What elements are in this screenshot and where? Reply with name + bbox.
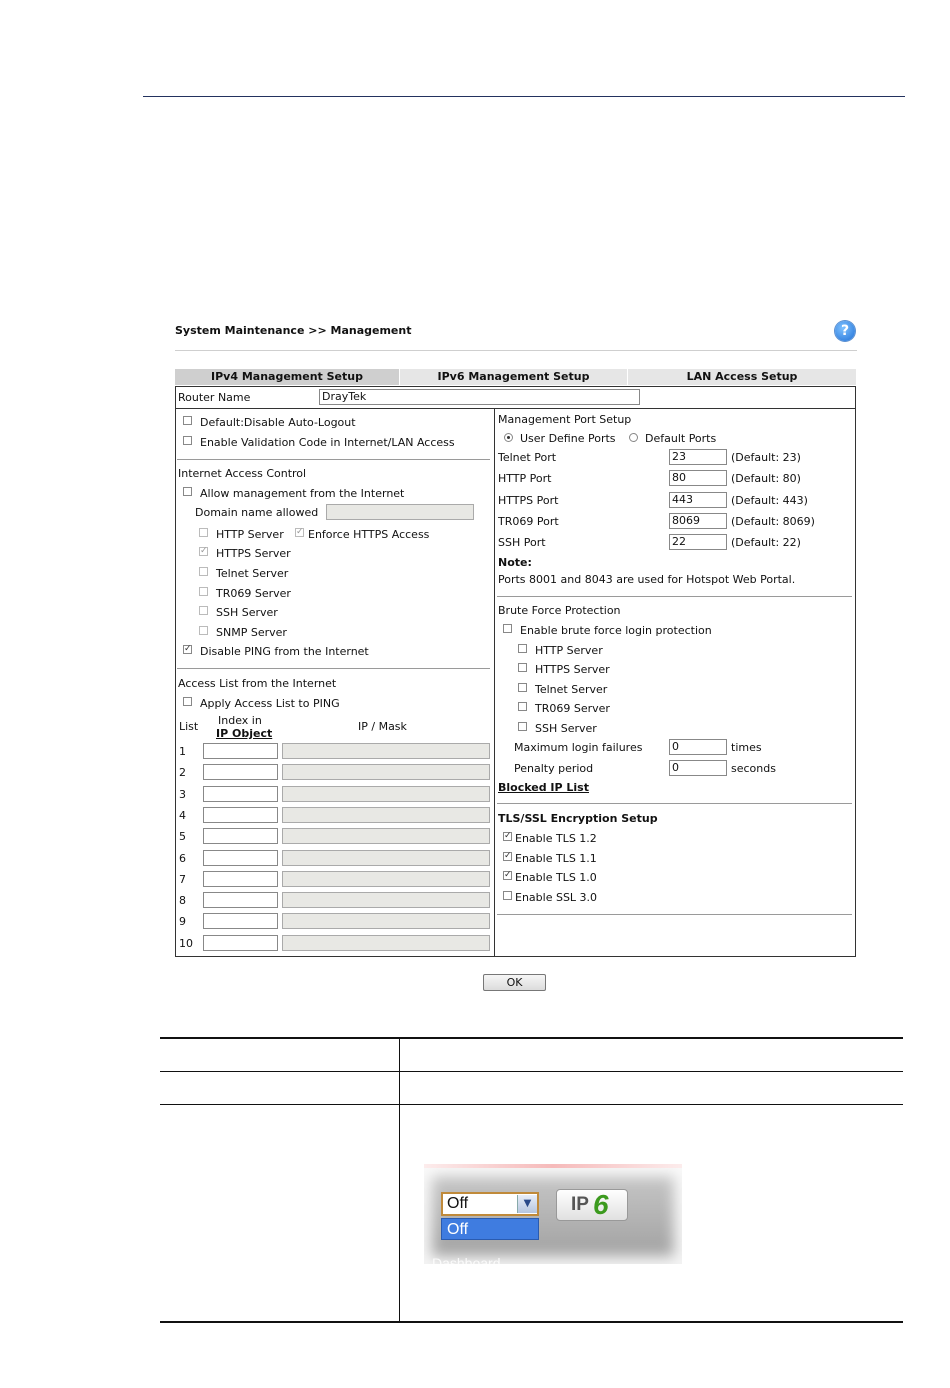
access-list-index-input[interactable] xyxy=(203,871,278,887)
page-header-rule xyxy=(143,96,905,97)
tls-title: TLS/SSL Encryption Setup xyxy=(498,812,658,825)
port-default-text: (Default: 443) xyxy=(731,493,808,507)
mode-option[interactable]: Off xyxy=(441,1218,539,1240)
default-ports-label: Default Ports xyxy=(645,432,717,445)
tab-ipv6-management[interactable]: IPv6 Management Setup xyxy=(400,369,628,385)
access-list-title: Access List from the Internet xyxy=(178,677,337,690)
allow-management-checkbox[interactable] xyxy=(183,487,192,496)
ipv6-badge-six: 6 xyxy=(593,1189,609,1220)
port-input[interactable]: 8069 xyxy=(669,513,727,529)
access-list-index-input[interactable] xyxy=(203,764,278,780)
snmp-server-label: SNMP Server xyxy=(216,626,287,639)
access-list-ipmask-input[interactable] xyxy=(282,892,490,908)
col-ipmask-header: IP / Mask xyxy=(358,720,407,733)
internet-access-title: Internet Access Control xyxy=(178,467,307,480)
access-list-row-number: 10 xyxy=(179,936,193,950)
access-list-row-number: 8 xyxy=(179,894,186,908)
col-index-header: Index in xyxy=(218,714,262,727)
section-divider xyxy=(177,459,490,460)
ok-button[interactable]: OK xyxy=(483,974,546,991)
port-setup-title: Management Port Setup xyxy=(498,413,632,426)
chevron-down-icon[interactable]: ▼ xyxy=(517,1195,537,1213)
port-default-text: (Default: 22) xyxy=(731,536,801,550)
auto-logout-checkbox[interactable] xyxy=(183,416,192,425)
access-list-ipmask-input[interactable] xyxy=(282,871,490,887)
access-list-row-number: 7 xyxy=(179,872,186,886)
disable-ping-label: Disable PING from the Internet xyxy=(200,645,369,658)
router-name-label: Router Name xyxy=(178,391,251,404)
domain-name-label: Domain name allowed xyxy=(195,506,319,519)
bf-ssh-checkbox[interactable] xyxy=(518,722,527,731)
bf-telnet-checkbox[interactable] xyxy=(518,683,527,692)
port-input[interactable]: 80 xyxy=(669,470,727,486)
tls12-checkbox[interactable]: ✓ xyxy=(504,831,512,841)
domain-name-input[interactable] xyxy=(326,504,474,520)
max-failures-unit: times xyxy=(731,741,762,754)
inset-screenshot xyxy=(424,1168,682,1264)
mode-select[interactable]: Off xyxy=(441,1192,539,1216)
access-list-ipmask-input[interactable] xyxy=(282,913,490,929)
section-divider xyxy=(497,914,852,915)
default-ports-radio[interactable] xyxy=(629,433,638,442)
col-list-header: List xyxy=(179,720,199,733)
apply-access-list-checkbox[interactable] xyxy=(183,697,192,706)
port-label: Telnet Port xyxy=(498,451,557,464)
port-label: SSH Port xyxy=(498,536,546,550)
access-list-row-number: 3 xyxy=(179,787,186,801)
bf-http-label: HTTP Server xyxy=(535,644,603,657)
bf-ssh-label: SSH Server xyxy=(535,722,597,735)
disable-ping-checkbox[interactable]: ✓ xyxy=(184,644,192,654)
port-label: HTTP Port xyxy=(498,472,552,486)
access-list-row-number: 2 xyxy=(179,766,186,780)
user-define-ports-label: User Define Ports xyxy=(520,432,616,445)
port-default-text: (Default: 80) xyxy=(731,472,801,486)
access-list-ipmask-input[interactable] xyxy=(282,743,490,759)
http-server-label: HTTP Server xyxy=(216,528,284,541)
section-divider xyxy=(177,668,490,669)
user-define-ports-radio[interactable] xyxy=(504,433,513,442)
breadcrumb: System Maintenance >> Management xyxy=(175,324,412,337)
access-list-index-input[interactable] xyxy=(203,913,278,929)
port-default-text: (Default: 8069) xyxy=(731,514,815,528)
access-list-ipmask-input[interactable] xyxy=(282,828,490,844)
access-list-row-number: 9 xyxy=(179,915,186,929)
penalty-period-label: Penalty period xyxy=(514,762,594,775)
access-list-ipmask-input[interactable] xyxy=(282,807,490,823)
note-text: Ports 8001 and 8043 are used for Hotspot Web Portal. xyxy=(498,573,796,586)
access-list-ipmask-input[interactable] xyxy=(282,935,490,951)
access-list-index-input[interactable] xyxy=(203,935,278,951)
router-name-input[interactable]: DrayTek xyxy=(319,389,640,405)
apply-access-list-label: Apply Access List to PING xyxy=(200,697,340,710)
inset-caption: Dashboard xyxy=(432,1255,501,1271)
penalty-period-unit: seconds xyxy=(731,762,776,775)
port-input[interactable]: 443 xyxy=(669,492,727,508)
tls10-label: Enable TLS 1.0 xyxy=(515,871,597,884)
tr069-server-checkbox[interactable] xyxy=(199,587,208,596)
bf-tr069-checkbox[interactable] xyxy=(518,702,527,711)
access-list-ipmask-input[interactable] xyxy=(282,764,490,780)
port-label: HTTPS Port xyxy=(498,493,559,507)
tls10-checkbox[interactable]: ✓ xyxy=(504,870,512,880)
max-failures-label: Maximum login failures xyxy=(514,741,643,754)
table-column-rule xyxy=(399,1037,400,1323)
access-list-ipmask-input[interactable] xyxy=(282,786,490,802)
bf-tr069-label: TR069 Server xyxy=(535,702,610,715)
tls12-label: Enable TLS 1.2 xyxy=(515,832,597,845)
auto-logout-label: Default:Disable Auto-Logout xyxy=(200,416,356,429)
brute-force-title: Brute Force Protection xyxy=(498,604,621,617)
section-divider xyxy=(497,803,852,804)
bf-http-checkbox[interactable] xyxy=(518,644,527,653)
access-list-index-input[interactable] xyxy=(203,828,278,844)
brute-force-enable-checkbox[interactable] xyxy=(503,624,512,633)
validation-code-label: Enable Validation Code in Internet/LAN Access xyxy=(200,436,455,449)
https-server-checkbox[interactable]: ✓ xyxy=(200,546,208,556)
https-server-label: HTTPS Server xyxy=(216,547,291,560)
http-server-checkbox[interactable] xyxy=(199,528,208,537)
ssh-server-checkbox[interactable] xyxy=(199,606,208,615)
ipv6-badge-icon xyxy=(556,1189,628,1221)
table-top-rule xyxy=(160,1037,903,1039)
telnet-server-label: Telnet Server xyxy=(216,567,289,580)
section-divider xyxy=(497,596,852,597)
tls11-checkbox[interactable]: ✓ xyxy=(504,851,512,861)
access-list-index-input[interactable] xyxy=(203,743,278,759)
access-list-row-number: 4 xyxy=(179,808,186,822)
tls11-label: Enable TLS 1.1 xyxy=(515,852,597,865)
port-label: TR069 Port xyxy=(498,514,559,528)
access-list-row-number: 1 xyxy=(179,745,186,758)
ssl30-label: Enable SSL 3.0 xyxy=(515,891,598,904)
access-list-row-number: 5 xyxy=(179,830,186,844)
tab-lan-access[interactable]: LAN Access Setup xyxy=(628,369,857,385)
penalty-period-input[interactable]: 0 xyxy=(669,760,727,776)
brute-force-enable-label: Enable brute force login protection xyxy=(520,624,712,637)
ssl30-checkbox[interactable] xyxy=(503,891,512,900)
port-input[interactable]: 23 xyxy=(669,449,727,465)
column-divider xyxy=(494,409,495,957)
tab-ipv4-management[interactable]: IPv4 Management Setup xyxy=(175,369,400,385)
table-row-rule xyxy=(160,1104,903,1105)
access-list-index-input[interactable] xyxy=(203,786,278,802)
bf-https-checkbox[interactable] xyxy=(518,663,527,672)
ip-object-link[interactable]: IP Object xyxy=(216,727,273,740)
bf-telnet-label: Telnet Server xyxy=(535,683,608,696)
note-title: Note: xyxy=(498,556,532,569)
access-list-row-number: 6 xyxy=(179,851,186,865)
max-failures-input[interactable]: 0 xyxy=(669,739,727,755)
blocked-ip-list-link[interactable]: Blocked IP List xyxy=(498,781,589,794)
table-bottom-rule xyxy=(160,1321,903,1323)
ipv6-badge-ip: IP xyxy=(571,1194,589,1215)
snmp-server-checkbox[interactable] xyxy=(199,626,208,635)
breadcrumb-divider xyxy=(175,350,857,351)
tr069-server-label: TR069 Server xyxy=(216,587,291,600)
telnet-server-checkbox[interactable] xyxy=(199,567,208,576)
allow-management-label: Allow management from the Internet xyxy=(200,487,405,500)
ssh-server-label: SSH Server xyxy=(216,606,278,619)
port-input[interactable]: 22 xyxy=(669,534,727,550)
access-list-ipmask-input[interactable] xyxy=(282,850,490,866)
enforce-https-checkbox[interactable]: ✓ xyxy=(296,527,304,537)
access-list-index-input[interactable] xyxy=(203,807,278,823)
bf-https-label: HTTPS Server xyxy=(535,663,610,676)
help-icon[interactable]: ? xyxy=(835,321,855,341)
enforce-https-label: Enforce HTTPS Access xyxy=(308,528,430,541)
validation-code-checkbox[interactable] xyxy=(183,436,192,445)
access-list-index-input[interactable] xyxy=(203,850,278,866)
port-default-text: (Default: 23) xyxy=(731,451,801,464)
access-list-index-input[interactable] xyxy=(203,892,278,908)
table-row-rule xyxy=(160,1071,903,1072)
